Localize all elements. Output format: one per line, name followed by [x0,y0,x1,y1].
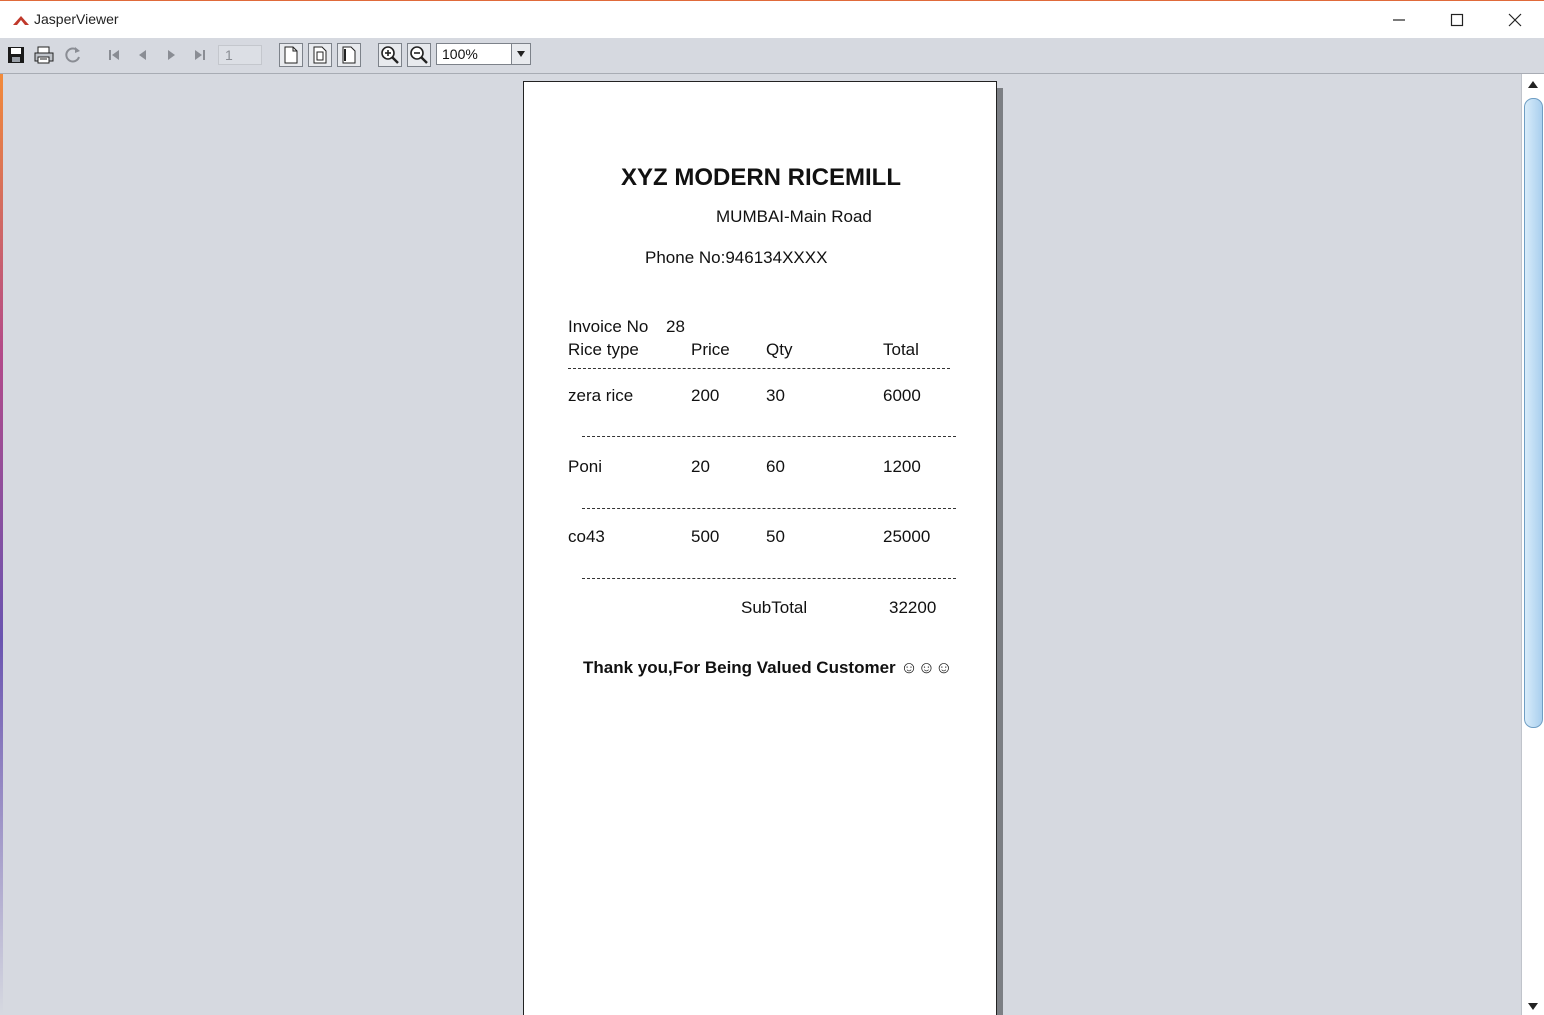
last-page-icon [192,47,208,63]
window-title: JasperViewer [34,11,119,27]
toolbar [0,38,1544,74]
title-bar [0,0,1544,38]
previous-page-icon [135,47,151,63]
company-phone: Phone No:946134XXXX [645,248,828,267]
actual-size-button[interactable] [279,43,303,67]
first-page-icon [106,47,122,63]
row-divider [582,508,956,509]
row-rice-type: co43 [568,527,605,546]
row-price: 20 [691,457,710,476]
row-divider [582,578,956,579]
column-header-rice-type: Rice type [568,340,639,359]
report-page [523,81,997,1015]
next-page-icon [163,47,179,63]
scroll-down-arrow-icon[interactable] [1527,1002,1539,1012]
company-address: MUMBAI-Main Road [716,207,872,226]
column-header-qty: Qty [766,340,793,359]
column-header-price: Price [691,340,730,359]
row-total: 1200 [883,457,921,476]
row-qty: 30 [766,386,785,405]
column-header-total: Total [883,340,919,359]
company-name: XYZ MODERN RICEMILL [621,164,901,191]
page-icon [283,46,299,64]
row-rice-type: Poni [568,457,603,476]
chevron-down-icon [516,50,526,58]
close-icon [1508,13,1522,27]
fit-width-icon [341,46,357,64]
printer-icon [33,45,55,65]
row-price: 200 [691,386,720,405]
row-divider [582,436,956,437]
zoom-in-button[interactable] [378,43,402,67]
thank-you-message: Thank you,For Being Valued Customer ☺☺☺ [583,658,953,677]
reload-icon [63,45,83,65]
save-button[interactable] [4,43,28,67]
invoice-label: Invoice No [568,317,649,336]
scrollbar-thumb[interactable] [1524,98,1543,728]
row-total: 6000 [883,386,921,405]
maximize-button[interactable] [1428,1,1486,39]
page-number-input[interactable]: 1 [218,45,262,65]
zoom-out-icon [409,45,429,65]
row-rice-type: zera rice [568,386,634,405]
jasper-logo-icon [12,13,30,31]
first-page-button[interactable] [102,43,126,67]
zoom-out-button[interactable] [407,43,431,67]
row-qty: 60 [766,457,785,476]
fit-page-icon [312,46,328,64]
minimize-button[interactable] [1370,1,1428,39]
last-page-button[interactable] [188,43,212,67]
close-button[interactable] [1486,1,1544,39]
header-divider [568,368,950,369]
subtotal-value: 32200 [889,598,937,617]
reload-button[interactable] [61,43,85,67]
maximize-icon [1450,13,1464,27]
zoom-in-icon [380,45,400,65]
next-page-button[interactable] [159,43,183,67]
row-total: 25000 [883,527,931,546]
invoice-number: 28 [666,317,685,336]
zoom-select[interactable]: 100% [436,43,512,65]
print-button[interactable] [32,43,56,67]
previous-page-button[interactable] [131,43,155,67]
row-qty: 50 [766,527,785,546]
scroll-up-arrow-icon[interactable] [1527,79,1539,89]
fit-page-button[interactable] [308,43,332,67]
row-price: 500 [691,527,720,546]
zoom-dropdown-button[interactable] [511,43,531,65]
subtotal-label: SubTotal [741,598,808,617]
fit-width-button[interactable] [337,43,361,67]
vertical-scrollbar[interactable] [1521,74,1544,1015]
minimize-icon [1392,13,1406,27]
save-icon [6,45,26,65]
